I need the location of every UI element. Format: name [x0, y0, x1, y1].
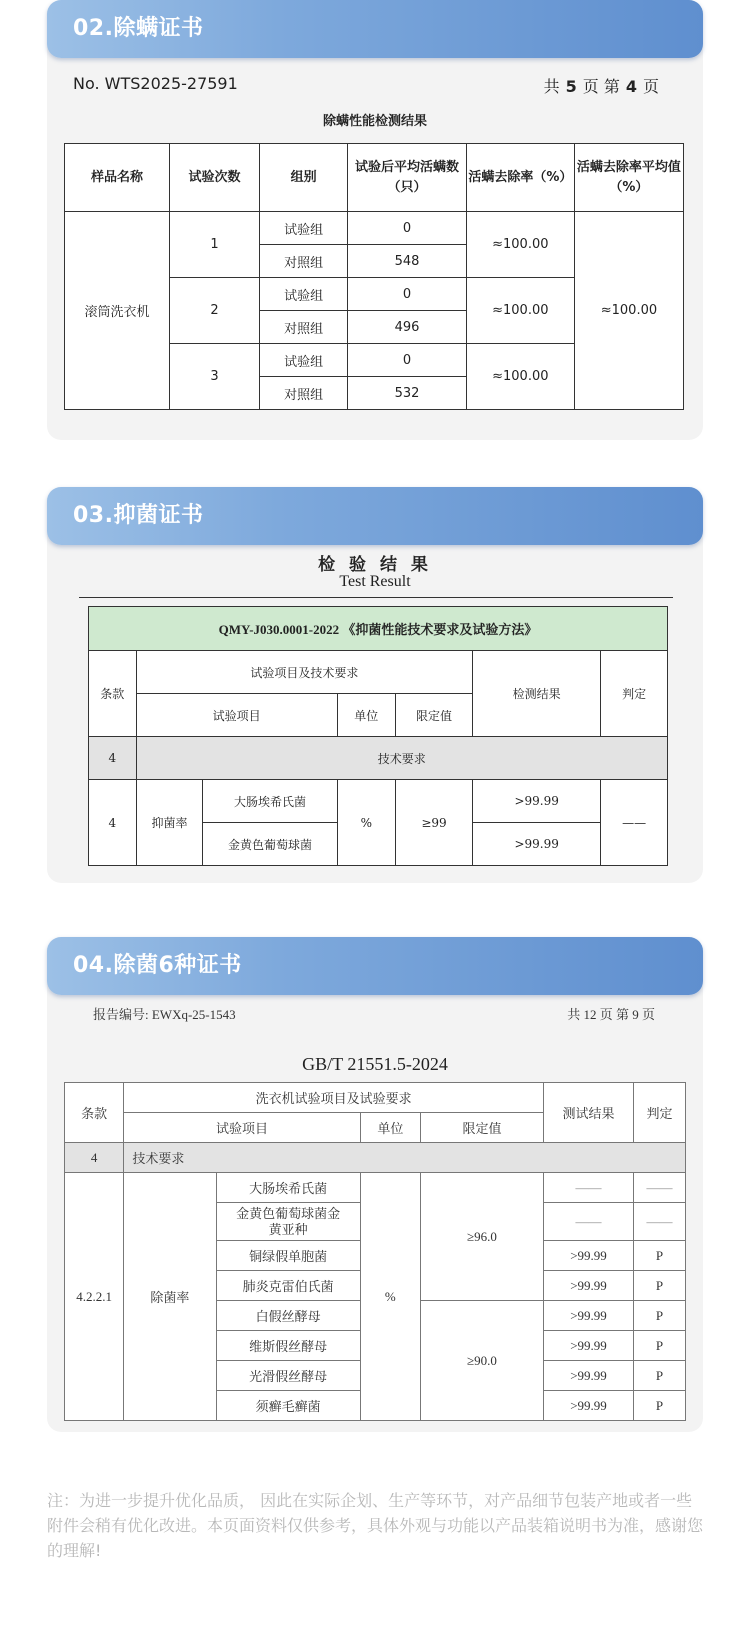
bacteria-result: >99.99: [473, 823, 601, 866]
standard-title: QMY-J030.0001-2022 《抑菌性能技术要求及试验方法》: [89, 607, 668, 651]
bacteria-result: >99.99: [473, 780, 601, 823]
row-item: 除菌率: [124, 1173, 216, 1421]
page-indicator: 共 12 页 第 9 页: [567, 1007, 655, 1022]
row-unit: %: [337, 780, 395, 866]
organism-result: ——: [543, 1203, 633, 1241]
organism-verdict: ——: [634, 1203, 686, 1241]
section-header: [47, 487, 703, 545]
bacteria-name: 金黄色葡萄球菌: [203, 823, 337, 866]
organism-result: >99.99: [543, 1361, 633, 1391]
count-cell: 0: [348, 344, 467, 377]
organism-verdict: P: [634, 1361, 686, 1391]
trial-number: 1: [169, 212, 259, 278]
organism-result: >99.99: [543, 1271, 633, 1301]
removal-rate: ≈100.00: [466, 278, 574, 344]
page-indicator: [544, 74, 659, 97]
page-current: 4: [625, 77, 637, 96]
requirement-clause: 4: [65, 1143, 124, 1173]
organism-name: 肺炎克雷伯氏菌: [216, 1271, 360, 1301]
sterilization-certificate-card: [47, 937, 703, 1432]
header-items-requirements: 洗衣机试验项目及试验要求: [124, 1083, 544, 1113]
count-cell: 548: [348, 245, 467, 278]
header-limit: 限定值: [421, 1113, 544, 1143]
group-cell: 对照组: [260, 245, 348, 278]
row-clause: 4: [89, 780, 137, 866]
header-verdict: 判定: [601, 651, 668, 737]
removal-rate: ≈100.00: [466, 344, 574, 410]
organism-name: 维斯假丝酵母: [216, 1331, 360, 1361]
disclaimer-note: 注：为进一步提升优化品质， 因此在实际企划、生产等环节，对产品细节包装产地或者一些附件会稍有优化改进。本页面资料仅供参考，具体外观与功能以产品装箱说明书为准，感谢您的理解!: [47, 1491, 704, 1560]
sterilization-table: [64, 1082, 686, 1421]
count-cell: 0: [348, 278, 467, 311]
header-cell: 组别: [260, 144, 348, 212]
page-total: 5: [565, 77, 577, 96]
header-verdict: 判定: [634, 1083, 686, 1143]
row-item: 抑菌率: [136, 780, 203, 866]
header-cell: 试验次数: [169, 144, 259, 212]
organism-verdict: P: [634, 1301, 686, 1331]
group-cell: 试验组: [260, 212, 348, 245]
organism-verdict: P: [634, 1391, 686, 1421]
limit-value: ≥96.0: [421, 1173, 544, 1301]
count-cell: 0: [348, 212, 467, 245]
section-title: 04.除菌6种证书: [73, 953, 242, 978]
organism-result: ——: [543, 1173, 633, 1203]
table-row: [89, 780, 668, 823]
row-verdict: ——: [601, 780, 668, 866]
count-cell: 496: [348, 311, 467, 344]
organism-verdict: ——: [634, 1173, 686, 1203]
header-clause: 条款: [65, 1083, 124, 1143]
table-header-row: [65, 144, 684, 212]
limit-value: ≥90.0: [421, 1301, 544, 1421]
row-unit: %: [360, 1173, 420, 1421]
header-clause: 条款: [89, 651, 137, 737]
table-row: [65, 1173, 686, 1203]
section-header: [47, 0, 703, 58]
header-result: 检测结果: [473, 651, 601, 737]
report-number: No. WTS2025-27591: [73, 74, 238, 93]
result-subheading: Test Result: [339, 573, 411, 590]
requirement-label: 技术要求: [124, 1143, 686, 1173]
organism-result: >99.99: [543, 1391, 633, 1421]
page-prefix: 共: [543, 77, 560, 96]
section-title: 03.抑菌证书: [73, 503, 204, 528]
bacteria-name: 大肠埃希氏菌: [203, 780, 337, 823]
table-row: [65, 212, 684, 245]
header-items-requirements: 试验项目及技术要求: [136, 651, 473, 694]
group-cell: 试验组: [260, 344, 348, 377]
group-cell: 对照组: [260, 311, 348, 344]
section-title: 02.除螨证书: [73, 16, 204, 41]
trial-number: 2: [169, 278, 259, 344]
header-cell: 活螨去除率（%）: [466, 144, 574, 212]
organism-verdict: P: [634, 1241, 686, 1271]
average-rate: ≈100.00: [574, 212, 683, 410]
header-limit: 限定值: [395, 694, 472, 737]
header-unit: 单位: [337, 694, 395, 737]
page-mid: 页 第: [582, 77, 620, 96]
header-cell: 试验后平均活螨数（只）: [348, 144, 467, 212]
mite-result-table: [64, 143, 684, 410]
header-result: 测试结果: [543, 1083, 633, 1143]
header-cell: 样品名称: [65, 144, 170, 212]
table-caption: 除螨性能检测结果: [322, 114, 427, 129]
organism-result: >99.99: [543, 1331, 633, 1361]
removal-rate: ≈100.00: [466, 212, 574, 278]
organism-name: 大肠埃希氏菌: [216, 1173, 360, 1203]
organism-name: 须癣毛癣菌: [216, 1391, 360, 1421]
antibacterial-certificate-card: [47, 487, 703, 883]
group-cell: 试验组: [260, 278, 348, 311]
sample-name: 滚筒洗衣机: [65, 212, 170, 410]
group-cell: 对照组: [260, 377, 348, 410]
row-limit: ≥99: [395, 780, 472, 866]
page-suffix: 页: [642, 77, 659, 96]
standard-code: GB/T 21551.5-2024: [302, 1054, 448, 1074]
organism-name: 白假丝酵母: [216, 1301, 360, 1331]
header-item: 试验项目: [136, 694, 337, 737]
header-item: 试验项目: [124, 1113, 360, 1143]
organism-result: >99.99: [543, 1241, 633, 1271]
report-number: 报告编号: EWXq-25-1543: [93, 1007, 236, 1022]
row-clause: 4.2.2.1: [65, 1173, 124, 1421]
divider: [79, 597, 673, 598]
mite-certificate-card: [47, 0, 703, 440]
header-cell: 活螨去除率平均值（%）: [574, 144, 683, 212]
header-unit: 单位: [360, 1113, 420, 1143]
organism-verdict: P: [634, 1331, 686, 1361]
result-heading: 检 验 结 果: [318, 555, 432, 575]
count-cell: 532: [348, 377, 467, 410]
section-header: [47, 937, 703, 995]
organism-name: 铜绿假单胞菌: [216, 1241, 360, 1271]
antibacterial-table: [88, 606, 668, 866]
requirement-clause: 4: [89, 737, 137, 780]
requirement-label: 技术要求: [136, 737, 667, 780]
organism-name: 金黄色葡萄球菌金黄亚种: [216, 1203, 360, 1241]
trial-number: 3: [169, 344, 259, 410]
organism-result: >99.99: [543, 1301, 633, 1331]
organism-verdict: P: [634, 1271, 686, 1301]
organism-name: 光滑假丝酵母: [216, 1361, 360, 1391]
